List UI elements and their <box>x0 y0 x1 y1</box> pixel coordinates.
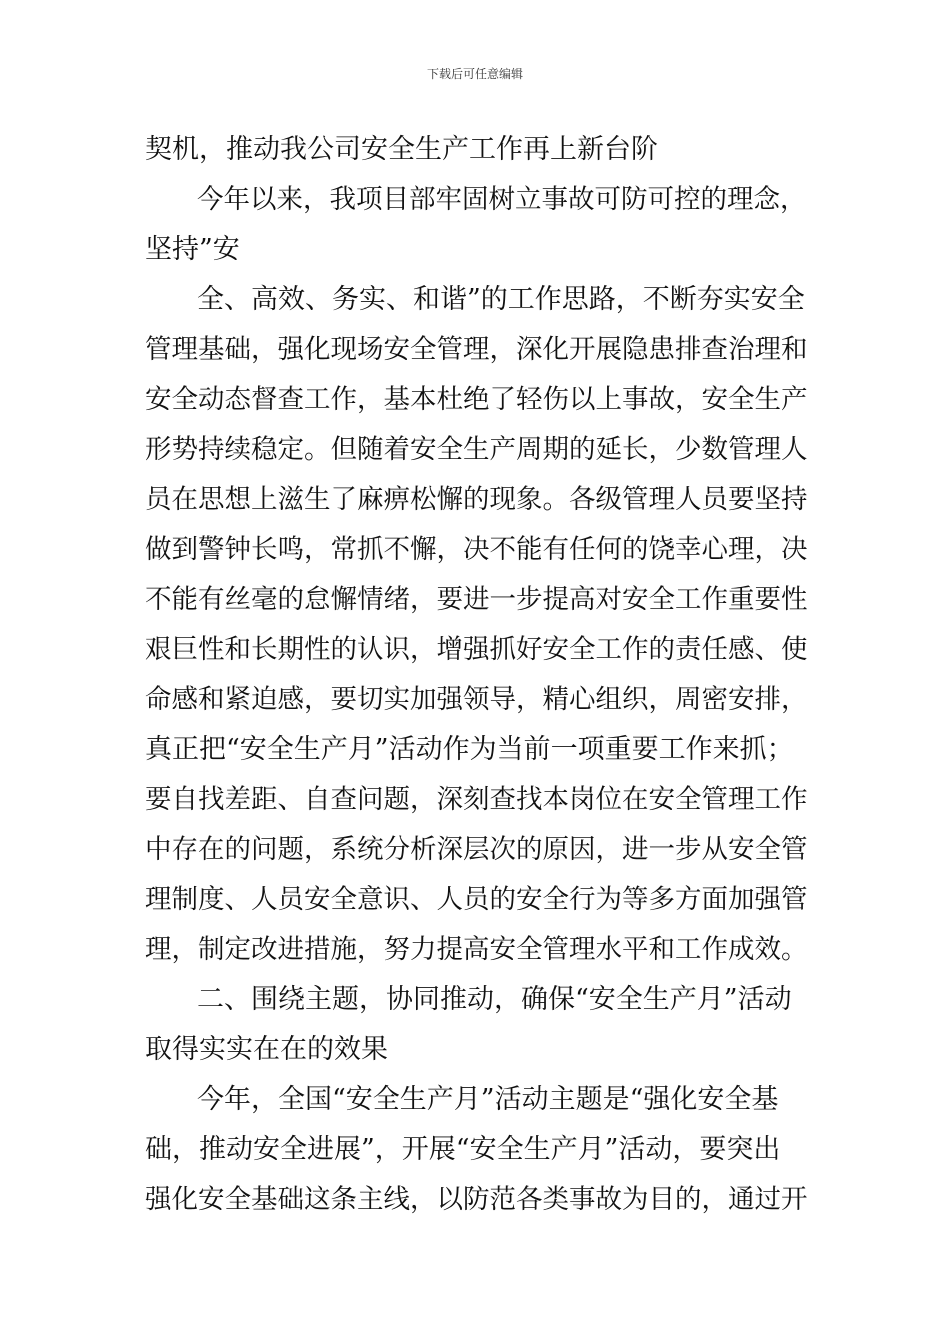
text-line: 真正把“安全生产月”活动作为当前一项重要工作来抓； <box>145 734 794 765</box>
text-line: 员在思想上滋生了麻痹松懈的现象。各级管理人员要坚持 <box>145 484 808 515</box>
text-line: 中存在的问题，系统分析深层次的原因，进一步从安全管 <box>145 834 808 865</box>
text-line: 管理基础，强化现场安全管理，深化开展隐患排查治理和 <box>145 334 808 365</box>
text-line: 形势持续稳定。但随着安全生产周期的延长，少数管理人 <box>145 434 808 465</box>
text-line: 不能有丝毫的怠懈情绪，要进一步提高对安全工作重要性 <box>145 584 808 615</box>
text-line: 命感和紧迫感，要切实加强领导，精心组织，周密安排， <box>145 684 808 715</box>
text-line: 艰巨性和长期性的认识，增强抓好安全工作的责任感、使 <box>145 634 808 665</box>
text-line: 今年以来，我项目部牢固树立事故可防可控的理念， <box>197 184 807 215</box>
text-line: 今年，全国“安全生产月”活动主题是“强化安全基 <box>197 1084 779 1115</box>
text-line: 坚持”安 <box>145 234 240 265</box>
text-line: 强化安全基础这条主线，以防范各类事故为目的，通过开 <box>145 1184 808 1215</box>
text-line: 全、高效、务实、和谐”的工作思路，不断夯实安全 <box>197 284 805 315</box>
text-line: 契机，推动我公司安全生产工作再上新台阶 <box>145 134 658 165</box>
text-line: 做到警钟长鸣，常抓不懈，决不能有任何的饶幸心理，决 <box>145 534 808 565</box>
text-line: 理，制定改进措施，努力提高安全管理水平和工作成效。 <box>145 934 808 965</box>
section-heading: 取得实实在在的效果 <box>145 1034 388 1065</box>
text-line: 理制度、人员安全意识、人员的安全行为等多方面加强管 <box>145 884 808 915</box>
page-header: 下载后可任意编辑 <box>426 67 523 81</box>
section-heading: 二、围绕主题，协同推动，确保“安全生产月”活动 <box>197 984 792 1015</box>
text-line: 础，推动安全进展”，开展“安全生产月”活动，要突出 <box>145 1134 781 1165</box>
text-line: 安全动态督查工作，基本杜绝了轻伤以上事故，安全生产 <box>145 384 808 415</box>
text-line: 要自找差距、自查问题，深刻查找本岗位在安全管理工作 <box>145 784 808 815</box>
